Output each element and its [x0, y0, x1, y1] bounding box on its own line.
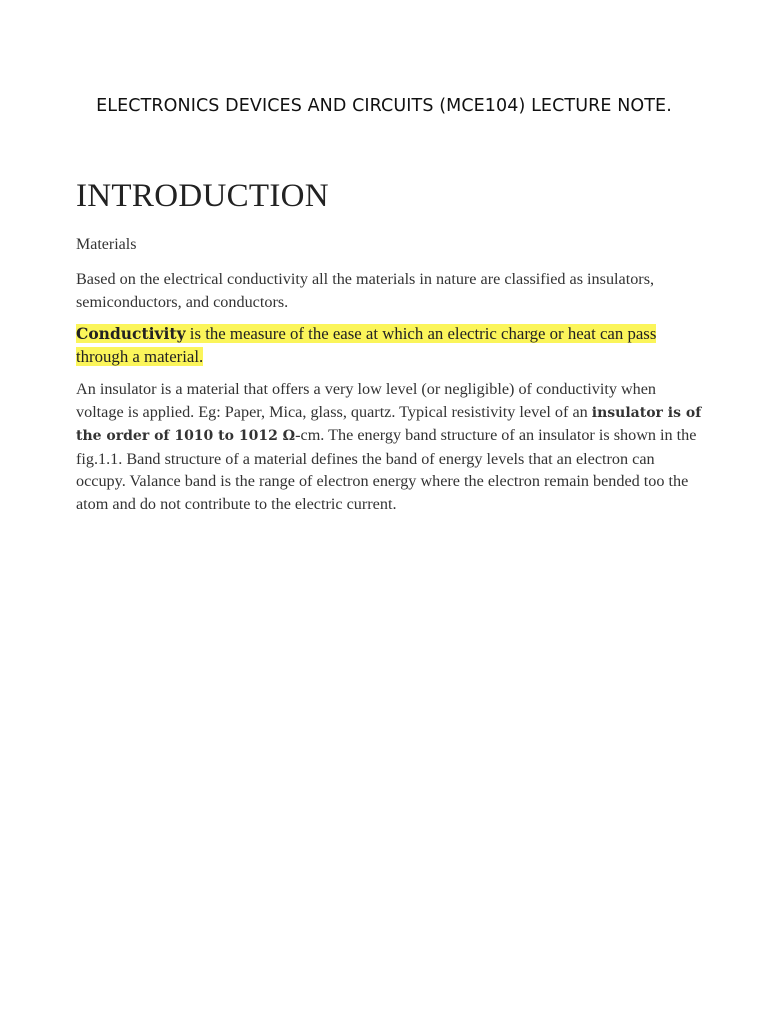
paragraph-conductivity-definition: [76, 322, 706, 368]
term-conductivity: Conductivity: [76, 324, 186, 343]
paragraph-insulator: [76, 378, 706, 516]
highlighted-text: [76, 324, 656, 366]
subsection-heading: Materials: [76, 236, 137, 253]
paragraph-classification: Based on the electrical conductivity all the materials in nature are classified as insulators, semiconductors, and conductors.: [76, 270, 655, 311]
insulator-resistivity-bold: insulator is of the order of 1010 to 1012 Ω: [76, 404, 702, 445]
definition-text: is the measure of the ease at which an electric charge or heat can pass through a material.: [76, 324, 657, 366]
section-heading: INTRODUCTION: [76, 178, 329, 214]
document-header: ELECTRONICS DEVICES AND CIRCUITS (MCE104) LECTURE NOTE.: [96, 96, 672, 116]
insulator-text-part2: -cm. The energy band structure of an insulator is shown in the fig.1.1. Band structure of a material defines the band of energy levels that an electron can occupy. Valance band is the range of electron energy where the electron remain bended too the atom and do not contribute to the electric current.: [76, 426, 697, 513]
insulator-text-part1: An insulator is a material that offers a very low level (or negligible) of conductivity when voltage is applied. Eg: Paper, Mica, glass, quartz. Typical resistivity level of an: [76, 380, 657, 421]
